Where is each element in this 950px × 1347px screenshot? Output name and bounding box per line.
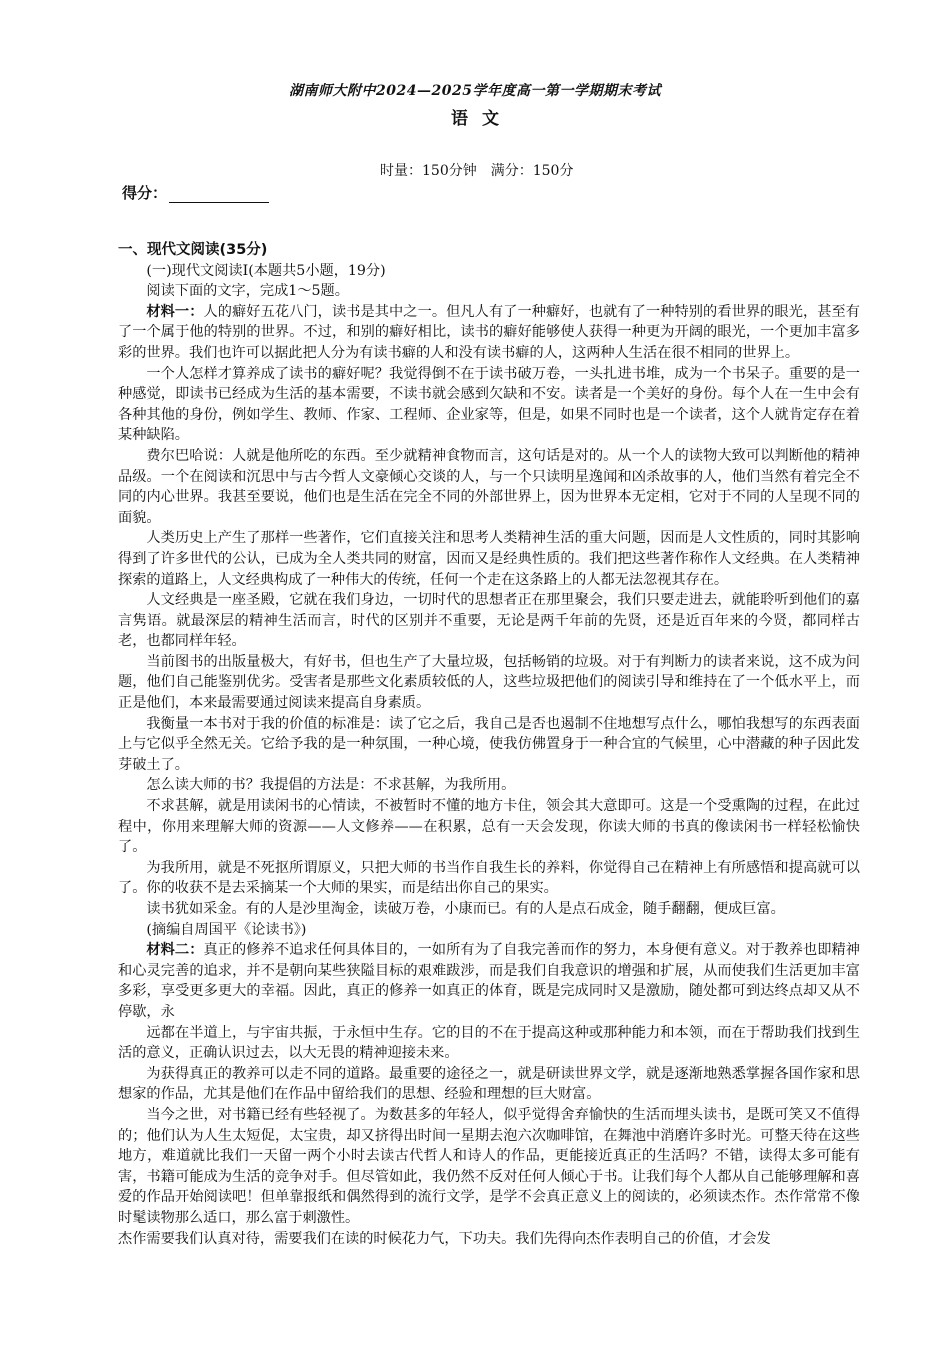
material1-label: 材料一： bbox=[146, 303, 204, 320]
section-heading: 一、现代文阅读(35分) bbox=[118, 242, 268, 258]
material2-paragraph: 为获得真正的教养可以走不同的道路。最重要的途径之一，就是研读世界文学，就是逐渐地熟悉掌握各国作家和思想家的作品，尤其是他们在作品中留给我们的思想、经验和理想的巨大财富。 bbox=[118, 1065, 860, 1103]
material1-paragraph-1: 材料一：人的癖好五花八门，读书是其中之一。但凡人有了一种癖好，也就有了一种特别的看世界的眼光，甚至有了一个属于他的特别的世界。不过，和别的癖好相比，读书的癖好能够使人获得一种更为开阔的眼光，一个更加丰富多彩的世界。我们也许可以据此把人分为有读书癖的人和没有读书癖的人，这两种人生活在很不相同的世界上。 bbox=[118, 303, 860, 361]
score-label: 得分： bbox=[122, 184, 168, 202]
material2-paragraph: 远都在半道上，与宇宙共振，于永恒中生存。它的目的不在于提高这种或那种能力和本领，而在于帮助我们找到生活的意义，正确认识过去，以大无畏的精神迎接未来。 bbox=[118, 1024, 860, 1062]
material2-paragraph: 当今之世，对书籍已经有些轻视了。为数甚多的年轻人，似乎觉得舍弃愉快的生活而埋头读书，是既可笑又不值得的；他们认为人生太短促，太宝贵，却又挤得出时间一星期去泡六次咖啡馆，在舞池中消磨许多时光。可整天待在这些地方，难道就比我们一天留一两个小时去读古代哲人和诗人的作品，更能接近真正的生活吗？不错，读得太多可能有害，书籍可能成为生活的竞争对手。但尽管如此，我仍然不反对任何人倾心于书。让我们每个人都从自己能够理解和喜爱的作品开始阅读吧！但单靠报纸和偶然得到的流行文学，是学不会真正意义上的阅读的，必须读杰作。杰作常常不像时髦读物那么适口，那么富于刺激性。 bbox=[118, 1106, 860, 1226]
material1-paragraph: 人类历史上产生了那样一些著作，它们直接关注和思考人类精神生活的重大问题，因而是人文性质的，同时其影响得到了许多世代的公认，已成为全人类共同的财富，因而又是经典性质的。我们把这些著作称作人文经典。在人类精神探索的道路上，人文经典构成了一种伟大的传统，任何一个走在这条路上的人都无法忽视其存在。 bbox=[118, 530, 860, 588]
material2-paragraph-1: 材料二：真正的修养不追求任何具体目的，一如所有为了自我完善而作的努力，本身便有意义。对于教养也即精神和心灵完善的追求，并不是朝向某些狭隘目标的艰难跋涉，而是我们自我意识的增强和扩展，从而使我们生活更加丰富多彩，享受更多更大的幸福。因此，真正的修养一如真正的体育，既是完成同时又是激励，随处都可到达终点却又从不停歇，永 bbox=[118, 942, 860, 1020]
material1-paragraph: 我衡量一本书对于我的价值的标准是：读了它之后，我自己是否也遏制不住地想写点什么，哪怕我想写的东西表面上与它似乎全然无关。它给予我的是一种氛围，一种心境，使我仿佛置身于一种合宜的气候里，心中潜藏的种子因此发芽破土了。 bbox=[118, 715, 860, 773]
material1-paragraph: 一个人怎样才算养成了读书的癖好呢？我觉得倒不在于读书破万卷，一头扎进书堆，成为一个书呆子。重要的是一种感觉，即读书已经成为生活的基本需要，不读书就会感到欠缺和不安。读者是一个美好的身份。每个人在一生中会有各种其他的身份，例如学生、教师、作家、工程师、企业家等，但是，如果不同时也是一个读者，这个人就肯定存在着某种缺陷。 bbox=[118, 365, 860, 444]
material1-paragraph: 读书犹如采金。有的人是沙里淘金，读破万卷，小康而已。有的人是点石成金，随手翻翻，便成巨富。 bbox=[146, 901, 785, 917]
reading-content bbox=[118, 240, 860, 1249]
subject-title: 语文 bbox=[451, 109, 513, 129]
reading-instruction: 阅读下面的文字，完成1～5题。 bbox=[146, 283, 349, 300]
material2-last-line: 杰作需要我们认真对待，需要我们在读的时候花力气，下功夫。我们先得向杰作表明自己的价值，才会发 bbox=[118, 1230, 771, 1247]
material1-paragraph: 不求甚解，就是用读闲书的心情读，不被暂时不懂的地方卡住，领会其大意即可。这是一个受熏陶的过程，在此过程中，你用来理解大师的资源——人文修养——在积累，总有一天会发现，你读大师的书真的像读闲书一样轻松愉快了。 bbox=[118, 798, 860, 856]
score-field bbox=[122, 182, 269, 203]
material2-label: 材料二： bbox=[146, 942, 204, 959]
material1-paragraph: 费尔巴哈说：人就是他所吃的东西。至少就精神食物而言，这句话是对的。从一个人的读物大致可以判断他的精神品级。一个在阅读和沉思中与古今哲人文豪倾心交谈的人，与一个只读明星逸闻和凶杀故事的人，他们当然有着完全不同的内心世界。我甚至要说，他们也是生活在完全不同的外部世界上，因为世界本无定相，它对于不同的人呈现不同的面貌。 bbox=[118, 447, 860, 526]
score-blank-line bbox=[169, 188, 269, 203]
time-and-score-info: 时量：150分钟 满分：150分 bbox=[380, 163, 574, 179]
material1-source: (摘编自周国平《论读书》) bbox=[146, 921, 307, 938]
material1-paragraph: 人文经典是一座圣殿，它就在我们身边，一切时代的思想者正在那里聚会，我们只要走进去，就能聆听到他们的嘉言隽语。就最深层的精神生活而言，时代的区别并不重要，无论是两千年前的先贤，还是近百年来的今贤，都同样古老，也都同样年轻。 bbox=[118, 592, 860, 650]
material1-paragraph: 当前图书的出版量极大，有好书，但也生产了大量垃圾，包括畅销的垃圾。对于有判断力的读者来说，这不成为问题，他们自己能鉴别优劣。受害者是那些文化素质较低的人，这些垃圾把他们的阅读引导和维持在了一个低水平上，而正是他们，本来最需要通过阅读来提高自身素质。 bbox=[118, 653, 860, 712]
material1-paragraph: 为我所用，就是不死抠所谓原义，只把大师的书当作自我生长的养料，你觉得自己在精神上有所感悟和提高就可以了。你的收获不是去采摘某一个大师的果实，而是结出你自己的果实。 bbox=[118, 859, 860, 897]
sub-section-heading: (一)现代文阅读Ⅰ(本题共5小题，19分) bbox=[146, 262, 386, 279]
material1-paragraph: 怎么读大师的书？我提倡的方法是：不求甚解，为我所用。 bbox=[146, 777, 516, 794]
exam-title: 湖南师大附中2024—2025学年度高一第一学期期末考试 bbox=[289, 83, 661, 99]
